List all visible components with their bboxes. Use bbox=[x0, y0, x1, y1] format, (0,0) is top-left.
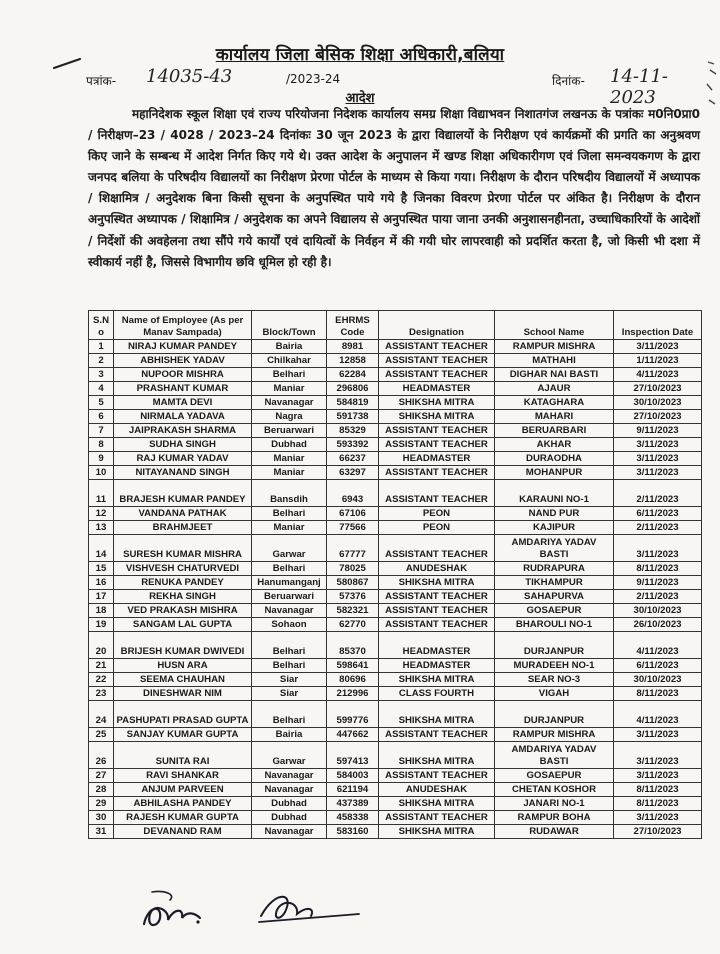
table-cell: 3/11/2023 bbox=[614, 535, 702, 562]
absent-employees-table bbox=[88, 310, 702, 839]
table-cell: DIGHAR NAI BASTI bbox=[495, 368, 614, 382]
table-cell: 23 bbox=[89, 687, 114, 701]
table-cell: 30/10/2023 bbox=[614, 396, 702, 410]
table-cell: DINESHWAR NIM bbox=[114, 687, 252, 701]
table-cell: 12858 bbox=[327, 354, 379, 368]
table-cell: 437389 bbox=[327, 797, 379, 811]
table-cell: ABHILASHA PANDEY bbox=[114, 797, 252, 811]
table-cell: ASSISTANT TEACHER bbox=[379, 480, 495, 507]
table-cell: SHIKSHA MITRA bbox=[379, 825, 495, 839]
table-row bbox=[89, 728, 702, 742]
table-cell: SHIKSHA MITRA bbox=[379, 797, 495, 811]
table-cell: 26 bbox=[89, 742, 114, 769]
table-cell: 27/10/2023 bbox=[614, 825, 702, 839]
table-row bbox=[89, 797, 702, 811]
table-cell: 8/11/2023 bbox=[614, 687, 702, 701]
table-cell: KARAUNI NO-1 bbox=[495, 480, 614, 507]
table-cell: 4/11/2023 bbox=[614, 632, 702, 659]
table-cell: 2/11/2023 bbox=[614, 480, 702, 507]
column-header: S.No bbox=[89, 311, 114, 340]
table-row bbox=[89, 354, 702, 368]
table-row bbox=[89, 618, 702, 632]
table-cell: 78025 bbox=[327, 562, 379, 576]
table-cell: 3/11/2023 bbox=[614, 728, 702, 742]
table-cell: 80696 bbox=[327, 673, 379, 687]
table-row bbox=[89, 424, 702, 438]
table-cell: 57376 bbox=[327, 590, 379, 604]
table-cell: ABHISHEK YADAV bbox=[114, 354, 252, 368]
table-cell: SHIKSHA MITRA bbox=[379, 742, 495, 769]
table-cell: VIGAH bbox=[495, 687, 614, 701]
table-cell: HEADMASTER bbox=[379, 452, 495, 466]
table-row bbox=[89, 382, 702, 396]
table-cell: RUDRAPURA bbox=[495, 562, 614, 576]
table-cell: ASSISTANT TEACHER bbox=[379, 618, 495, 632]
table-cell: 296806 bbox=[327, 382, 379, 396]
table-cell: SUDHA SINGH bbox=[114, 438, 252, 452]
table-cell: 584003 bbox=[327, 769, 379, 783]
table-cell: 8981 bbox=[327, 340, 379, 354]
table-cell: Siar bbox=[252, 673, 327, 687]
table-cell: SHIKSHA MITRA bbox=[379, 701, 495, 728]
table-cell: ASSISTANT TEACHER bbox=[379, 438, 495, 452]
order-heading: आदेश bbox=[345, 91, 375, 106]
table-cell: 3 bbox=[89, 368, 114, 382]
table-cell: Chilkahar bbox=[252, 354, 327, 368]
table-cell: 583160 bbox=[327, 825, 379, 839]
table-cell: KATAGHARA bbox=[495, 396, 614, 410]
table-cell: 8/11/2023 bbox=[614, 783, 702, 797]
table-cell: 582321 bbox=[327, 604, 379, 618]
table-cell: MOHANPUR bbox=[495, 466, 614, 480]
table-cell: Dubhad bbox=[252, 438, 327, 452]
table-cell: Belhari bbox=[252, 632, 327, 659]
table-cell: VISHVESH CHATURVEDI bbox=[114, 562, 252, 576]
table-cell: 77566 bbox=[327, 521, 379, 535]
table-cell: 13 bbox=[89, 521, 114, 535]
table-cell: HUSN ARA bbox=[114, 659, 252, 673]
table-cell: ASSISTANT TEACHER bbox=[379, 604, 495, 618]
table-cell: 593392 bbox=[327, 438, 379, 452]
table-cell: 29 bbox=[89, 797, 114, 811]
table-cell: VANDANA PATHAK bbox=[114, 507, 252, 521]
table-cell: Maniar bbox=[252, 466, 327, 480]
table-cell: ANUDESHAK bbox=[379, 783, 495, 797]
order-body-text: महानिदेशक स्कूल शिक्षा एवं राज्य परियोजना निदेशक कार्यालय समग्र शिक्षा विद्याभवन निशातगंज लखनऊ के पत्रांकः म0नि0प्रा0 / निरीक्षण–23 / 4028 / 2023–24 दिनांकः 30 जून 2023 के द्वारा विद्यालयों के निरीक्षण एवं कार्यक्रमों की प्रगति का अनुश्रवण किए जाने के सम्बन्ध में आदेश निर्गत किए गये थे। उक्त आदेश के अनुपालन में खण्ड शिक्षा अधिकारीगण एवं जिला समन्वयकगण के द्वारा जनपद बलिया के परिषदीय विद्यालयों का निरीक्षण प्रेरणा पोर्टल के माध्यम से किया गया। निरीक्षण के दौरान परिषदीय विद्यालयों में अध्यापक / शिक्षामित्र / अनुदेशक बिना किसी सूचना के अनुपस्थित पाये गये है जिनका विवरण प्रेरणा पोर्टल पर अंकित है। निरीक्षण के दौरान अनुपस्थित अध्यापक / शिक्षामित्र / अनुदेशक का अपने विद्यालय से अनुपस्थित पाया जाना उनकी अनुशासनहीनता, उच्चाधिकारियों के आदेशों / निर्देशों की अवहेलना तथा सौंपे गये कार्यों एवं दायित्वों के निर्वहन में की गयी घोर लापरवाही को प्रदर्शित करता है, जो किसी भी दशा में स्वीकार्य नहीं है, जिससे विभागीय छवि धूमिल हो रही है। bbox=[88, 107, 700, 269]
table-row bbox=[89, 783, 702, 797]
table-cell: ASSISTANT TEACHER bbox=[379, 769, 495, 783]
table-cell: 3/11/2023 bbox=[614, 769, 702, 783]
table-cell: 30/10/2023 bbox=[614, 604, 702, 618]
table-cell: ASSISTANT TEACHER bbox=[379, 811, 495, 825]
table-cell: NITAYANAND SINGH bbox=[114, 466, 252, 480]
date-handwritten: 14-11-2023 bbox=[610, 66, 668, 108]
table-cell: BRAJESH KUMAR PANDEY bbox=[114, 480, 252, 507]
table-cell: 3/11/2023 bbox=[614, 452, 702, 466]
table-cell: 21 bbox=[89, 659, 114, 673]
table-cell: Belhari bbox=[252, 562, 327, 576]
table-cell: BERUARBARI bbox=[495, 424, 614, 438]
table-cell: 8 bbox=[89, 438, 114, 452]
table-cell: 3/11/2023 bbox=[614, 742, 702, 769]
ref-number-handwritten: 14035-43 bbox=[146, 66, 233, 87]
table-cell: Navanagar bbox=[252, 783, 327, 797]
table-cell: JAIPRAKASH SHARMA bbox=[114, 424, 252, 438]
table-cell: SEAR NO-3 bbox=[495, 673, 614, 687]
table-cell: 9/11/2023 bbox=[614, 424, 702, 438]
table-cell: MURADEEH NO-1 bbox=[495, 659, 614, 673]
column-header: EHRMS Code bbox=[327, 311, 379, 340]
table-cell: 10 bbox=[89, 466, 114, 480]
table-cell: 9 bbox=[89, 452, 114, 466]
signature-1 bbox=[140, 884, 210, 934]
table-cell: 62284 bbox=[327, 368, 379, 382]
table-cell: NIRAJ KUMAR PANDEY bbox=[114, 340, 252, 354]
table-cell: PEON bbox=[379, 507, 495, 521]
table-cell: 30/10/2023 bbox=[614, 673, 702, 687]
table-row bbox=[89, 507, 702, 521]
table-cell: 28 bbox=[89, 783, 114, 797]
table-cell: ANUDESHAK bbox=[379, 562, 495, 576]
table-cell: 3/11/2023 bbox=[614, 466, 702, 480]
table-cell: PASHUPATI PRASAD GUPTA bbox=[114, 701, 252, 728]
table-cell: 67777 bbox=[327, 535, 379, 562]
table-cell: Maniar bbox=[252, 521, 327, 535]
table-cell: RAJ KUMAR YADAV bbox=[114, 452, 252, 466]
table-cell: SUNITA RAI bbox=[114, 742, 252, 769]
table-cell: GOSAEPUR bbox=[495, 604, 614, 618]
table-cell: Maniar bbox=[252, 382, 327, 396]
table-cell: ASSISTANT TEACHER bbox=[379, 354, 495, 368]
table-cell: Beruarwari bbox=[252, 590, 327, 604]
table-cell: RAMPUR MISHRA bbox=[495, 340, 614, 354]
table-cell: SEEMA CHAUHAN bbox=[114, 673, 252, 687]
table-row bbox=[89, 466, 702, 480]
table-cell: 3/11/2023 bbox=[614, 811, 702, 825]
table-cell: HEADMASTER bbox=[379, 632, 495, 659]
table-cell: 4 bbox=[89, 382, 114, 396]
table-cell: 2/11/2023 bbox=[614, 590, 702, 604]
table-cell: VED PRAKASH MISHRA bbox=[114, 604, 252, 618]
table-cell: SHIKSHA MITRA bbox=[379, 396, 495, 410]
table-cell: RAMPUR MISHRA bbox=[495, 728, 614, 742]
signature-2 bbox=[255, 882, 365, 932]
table-cell: 2 bbox=[89, 354, 114, 368]
table-cell: 66237 bbox=[327, 452, 379, 466]
table-cell: TIKHAMPUR bbox=[495, 576, 614, 590]
table-cell: RAJESH KUMAR GUPTA bbox=[114, 811, 252, 825]
table-cell: 15 bbox=[89, 562, 114, 576]
table-cell: ANJUM PARVEEN bbox=[114, 783, 252, 797]
table-cell: SANGAM LAL GUPTA bbox=[114, 618, 252, 632]
table-row bbox=[89, 480, 702, 507]
table-cell: 62770 bbox=[327, 618, 379, 632]
table-cell: 67106 bbox=[327, 507, 379, 521]
table-cell: 6/11/2023 bbox=[614, 507, 702, 521]
table-cell: ASSISTANT TEACHER bbox=[379, 424, 495, 438]
table-row bbox=[89, 452, 702, 466]
table-cell: AKHAR bbox=[495, 438, 614, 452]
table-header-row bbox=[89, 311, 702, 340]
table-cell: CLASS FOURTH bbox=[379, 687, 495, 701]
table-cell: ASSISTANT TEACHER bbox=[379, 340, 495, 354]
table-row bbox=[89, 604, 702, 618]
table-cell: Bairia bbox=[252, 340, 327, 354]
table-cell: Belhari bbox=[252, 659, 327, 673]
table-cell: 584819 bbox=[327, 396, 379, 410]
table-cell: 12 bbox=[89, 507, 114, 521]
table-row bbox=[89, 769, 702, 783]
table-cell: Belhari bbox=[252, 507, 327, 521]
table-cell: 14 bbox=[89, 535, 114, 562]
table-cell: DURJANPUR bbox=[495, 701, 614, 728]
table-cell: Navanagar bbox=[252, 769, 327, 783]
table-cell: NUPOOR MISHRA bbox=[114, 368, 252, 382]
table-cell: RAMPUR BOHA bbox=[495, 811, 614, 825]
table-cell: GOSAEPUR bbox=[495, 769, 614, 783]
table-cell: MAHARI bbox=[495, 410, 614, 424]
table-cell: Belhari bbox=[252, 368, 327, 382]
table-cell: 8/11/2023 bbox=[614, 797, 702, 811]
table-cell: 621194 bbox=[327, 783, 379, 797]
table-row bbox=[89, 396, 702, 410]
table-cell: BHAROULI NO-1 bbox=[495, 618, 614, 632]
table-cell: Beruarwari bbox=[252, 424, 327, 438]
table-cell: CHETAN KOSHOR bbox=[495, 783, 614, 797]
table-cell: ASSISTANT TEACHER bbox=[379, 728, 495, 742]
table-row bbox=[89, 825, 702, 839]
table-cell: 26/10/2023 bbox=[614, 618, 702, 632]
table-cell: ASSISTANT TEACHER bbox=[379, 590, 495, 604]
table-cell: ASSISTANT TEACHER bbox=[379, 466, 495, 480]
table-cell: REKHA SINGH bbox=[114, 590, 252, 604]
table-cell: 591738 bbox=[327, 410, 379, 424]
table-cell: Bairia bbox=[252, 728, 327, 742]
column-header: Block/Town bbox=[252, 311, 327, 340]
table-cell: 6943 bbox=[327, 480, 379, 507]
table-cell: DURAODHA bbox=[495, 452, 614, 466]
table-cell: 27/10/2023 bbox=[614, 410, 702, 424]
table-cell: RAVI SHANKAR bbox=[114, 769, 252, 783]
table-cell: 27 bbox=[89, 769, 114, 783]
table-cell: Garwar bbox=[252, 742, 327, 769]
table-row bbox=[89, 521, 702, 535]
column-header: School Name bbox=[495, 311, 614, 340]
table-cell: 1/11/2023 bbox=[614, 354, 702, 368]
table-cell: HEADMASTER bbox=[379, 382, 495, 396]
table-cell: AJAUR bbox=[495, 382, 614, 396]
table-cell: 8/11/2023 bbox=[614, 562, 702, 576]
table-row bbox=[89, 590, 702, 604]
table-cell: 30 bbox=[89, 811, 114, 825]
table-cell: 458338 bbox=[327, 811, 379, 825]
table-cell: SAHAPURVA bbox=[495, 590, 614, 604]
table-cell: 7 bbox=[89, 424, 114, 438]
table-cell: 2/11/2023 bbox=[614, 521, 702, 535]
column-header: Name of Employee (As per Manav Sampada) bbox=[114, 311, 252, 340]
column-header: Designation bbox=[379, 311, 495, 340]
table-cell: 6 bbox=[89, 410, 114, 424]
table-row bbox=[89, 687, 702, 701]
table-cell: 9/11/2023 bbox=[614, 576, 702, 590]
table-row bbox=[89, 340, 702, 354]
table-row bbox=[89, 535, 702, 562]
table-cell: 6/11/2023 bbox=[614, 659, 702, 673]
table-cell: Garwar bbox=[252, 535, 327, 562]
table-cell: 4/11/2023 bbox=[614, 701, 702, 728]
table-row bbox=[89, 632, 702, 659]
table-cell: Navanagar bbox=[252, 825, 327, 839]
table-cell: 24 bbox=[89, 701, 114, 728]
table-cell: 18 bbox=[89, 604, 114, 618]
table-cell: 25 bbox=[89, 728, 114, 742]
table-cell: Siar bbox=[252, 687, 327, 701]
table-cell: 20 bbox=[89, 632, 114, 659]
table-cell: 19 bbox=[89, 618, 114, 632]
table-cell: BRIJESH KUMAR DWIVEDI bbox=[114, 632, 252, 659]
table-cell: 22 bbox=[89, 673, 114, 687]
table-cell: NIRMALA YADAVA bbox=[114, 410, 252, 424]
table-cell: 4/11/2023 bbox=[614, 368, 702, 382]
table-cell: 212996 bbox=[327, 687, 379, 701]
table-cell: HEADMASTER bbox=[379, 659, 495, 673]
table-cell: SHIKSHA MITRA bbox=[379, 410, 495, 424]
table-cell: 11 bbox=[89, 480, 114, 507]
table-cell: 599776 bbox=[327, 701, 379, 728]
table-row bbox=[89, 701, 702, 728]
table-cell: SANJAY KUMAR GUPTA bbox=[114, 728, 252, 742]
table-row bbox=[89, 368, 702, 382]
table-cell: 580867 bbox=[327, 576, 379, 590]
table-cell: 3/11/2023 bbox=[614, 340, 702, 354]
table-cell: Bansdih bbox=[252, 480, 327, 507]
table-cell: MAMTA DEVI bbox=[114, 396, 252, 410]
table-cell: ASSISTANT TEACHER bbox=[379, 535, 495, 562]
table-cell: DURJANPUR bbox=[495, 632, 614, 659]
table-cell: AMDARIYA YADAV BASTI bbox=[495, 742, 614, 769]
table-cell: 598641 bbox=[327, 659, 379, 673]
table-cell: 16 bbox=[89, 576, 114, 590]
table-cell: PRASHANT KUMAR bbox=[114, 382, 252, 396]
ref-label: पत्रांक- bbox=[86, 74, 117, 88]
table-cell: SHIKSHA MITRA bbox=[379, 673, 495, 687]
table-cell: JANARI NO-1 bbox=[495, 797, 614, 811]
table-cell: SURESH KUMAR MISHRA bbox=[114, 535, 252, 562]
table-cell: DEVANAND RAM bbox=[114, 825, 252, 839]
table-cell: 597413 bbox=[327, 742, 379, 769]
table-row bbox=[89, 410, 702, 424]
table-cell: Maniar bbox=[252, 452, 327, 466]
table-cell: Nagra bbox=[252, 410, 327, 424]
table-cell: NAND PUR bbox=[495, 507, 614, 521]
table-cell: 17 bbox=[89, 590, 114, 604]
table-cell: 63297 bbox=[327, 466, 379, 480]
table-cell: Dubhad bbox=[252, 811, 327, 825]
table-row bbox=[89, 438, 702, 452]
table-cell: RUDAWAR bbox=[495, 825, 614, 839]
office-title: कार्यालय जिला बेसिक शिक्षा अधिकारी,बलिया bbox=[215, 45, 505, 65]
table-cell: Belhari bbox=[252, 701, 327, 728]
table-cell: 3/11/2023 bbox=[614, 438, 702, 452]
table-row bbox=[89, 673, 702, 687]
table-row bbox=[89, 811, 702, 825]
table-cell: AMDARIYA YADAV BASTI bbox=[495, 535, 614, 562]
table-cell: 85329 bbox=[327, 424, 379, 438]
table-cell: BRAHMJEET bbox=[114, 521, 252, 535]
table-cell: 27/10/2023 bbox=[614, 382, 702, 396]
table-cell: 447662 bbox=[327, 728, 379, 742]
table-row bbox=[89, 659, 702, 673]
table-cell: MATHAHI bbox=[495, 354, 614, 368]
table-row bbox=[89, 742, 702, 769]
table-cell: SHIKSHA MITRA bbox=[379, 576, 495, 590]
column-header: Inspection Date bbox=[614, 311, 702, 340]
table-row bbox=[89, 562, 702, 576]
table-cell: 31 bbox=[89, 825, 114, 839]
date-label: दिनांक- bbox=[552, 74, 585, 88]
table-cell: RENUKA PANDEY bbox=[114, 576, 252, 590]
table-cell: Dubhad bbox=[252, 797, 327, 811]
table-cell: ASSISTANT TEACHER bbox=[379, 368, 495, 382]
table-row bbox=[89, 576, 702, 590]
table-cell: 5 bbox=[89, 396, 114, 410]
table-cell: Hanumanganj bbox=[252, 576, 327, 590]
edge-marks bbox=[704, 60, 718, 124]
table-cell: Sohaon bbox=[252, 618, 327, 632]
table-cell: 85370 bbox=[327, 632, 379, 659]
table-cell: KAJIPUR bbox=[495, 521, 614, 535]
table-cell: Navanagar bbox=[252, 604, 327, 618]
table-cell: 1 bbox=[89, 340, 114, 354]
ref-year: /2023-24 bbox=[286, 72, 341, 86]
table-cell: Navanagar bbox=[252, 396, 327, 410]
edge-scribble bbox=[704, 60, 718, 120]
table-cell: PEON bbox=[379, 521, 495, 535]
